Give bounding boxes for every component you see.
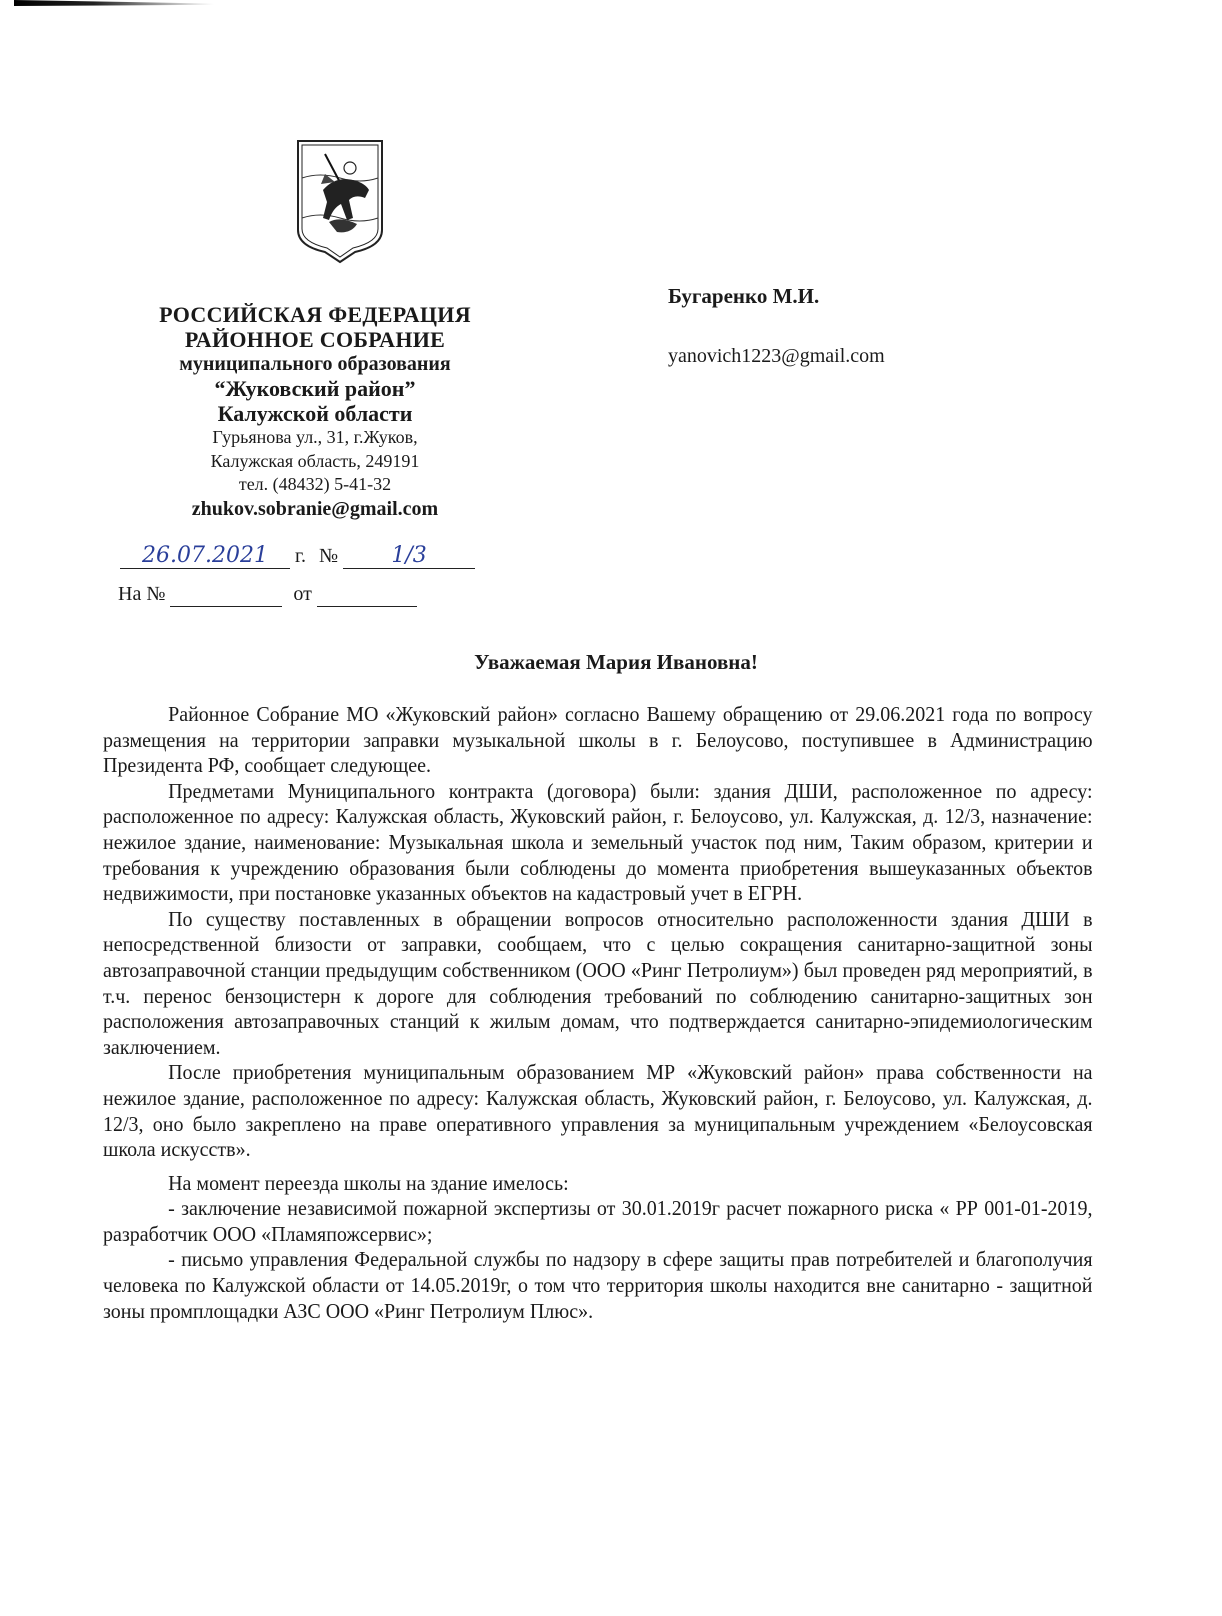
paragraph: Районное Собрание МО «Жуковский район» согласно Вашему обращению от 29.06.2021 года по вопросу размещения на территории заправки музыкальной школы в г. Белоусово, поступившее в Администрацию Президента РФ, сообщает следующее.: [103, 702, 1093, 778]
district-name: “Жуковский район”: [214, 375, 416, 401]
registration-line: [120, 543, 475, 569]
recipient-email: yanovich1223@gmail.com: [668, 345, 885, 367]
paragraph: По существу поставленных в обращении вопросов относительно расположенности здания ДШИ в непосредственной близости от заправки, сообщаем, что с целью сокращения санитарно-защитной зоны автозаправочной станции предыдущим собственником (ООО «Ринг Петролиум») был проведен ряд мероприятий, в т.ч. перенос бензоцистерн к дороге для соблюдения требований по соблюдению санитарно-защитных зон расположения автозаправочных станций к жилым домам, что подтверждается санитарно-эпидемиологическим заключением.: [103, 906, 1093, 1059]
list-item: - письмо управления Федеральной службы по надзору в сфере защиты прав потребителей и благополучия человека по Калужской области от 14.05.2019г, о том что территория школы находится вне санитарно - защитной зоны промплощадки АЗС ООО «Ринг Петролиум Плюс».: [103, 1247, 1093, 1323]
registration-date-field: [120, 543, 290, 569]
recipient-name: Бугаренко М.И.: [668, 284, 820, 308]
region-name: Калужской области: [217, 400, 413, 426]
organization-subtitle: муниципального образования: [179, 352, 451, 375]
reference-date-field: [317, 583, 417, 607]
coat-of-arms-icon: [295, 138, 385, 266]
scan-edge-artifact: [14, 0, 214, 6]
reference-line: [118, 583, 417, 607]
sender-email: zhukov.sobranie@gmail.com: [191, 498, 439, 521]
country-name: РОССИЙСКАЯ ФЕДЕРАЦИЯ: [159, 302, 471, 327]
recipient-block: [668, 284, 885, 368]
number-label: №: [318, 545, 339, 567]
paragraph: После приобретения муниципальным образованием МР «Жуковский район» права собственности на нежилое здание, расположенное по адресу: Калужская область, Жуковский район, г. Белоусово, ул. Калужская, д. 12/3, оно было закреплено на праве оперативного управления за муниципальным учреждением «Белоусовская школа искусств».: [103, 1060, 1093, 1162]
letter-body: [103, 702, 1093, 1324]
greeting: Уважаемая Мария Ивановна!: [474, 650, 758, 674]
registration-date: 26.07.2021: [142, 543, 268, 568]
reference-date-label: от: [293, 583, 312, 605]
year-suffix: г.: [295, 545, 306, 567]
address-line-2: Калужская область, 249191: [210, 450, 420, 471]
organization-name: РАЙОННОЕ СОБРАНИЕ: [184, 327, 446, 353]
reference-number-label: На №: [118, 583, 166, 605]
registration-number-field: [343, 543, 475, 569]
phone: тел. (48432) 5-41-32: [238, 473, 392, 494]
reference-number-field: [170, 583, 282, 607]
paragraph: На момент переезда школы на здание имелось:: [168, 1170, 569, 1195]
list-item: - заключение независимой пожарной экспертизы от 30.01.2019г расчет пожарного риска « РР 001-01-2019, разработчик ООО «Пламяпожсервис»;: [103, 1196, 1093, 1246]
paragraph: Предметами Муниципального контракта (договора) были: здания ДШИ, расположенное по адресу: расположенное по адресу: Калужская область, Жуковский район, г. Белоусово, ул. Калужская, д. 12/3, назначение: нежилое здание, наименование: Музыкальная школа и земельный участок под ним, Таким образом, критерии и требования к учреждению образования были соблюдены до момента приобретения вышеуказанных объектов недвижимости, при постановке указанных объектов на кадастровый учет в ЕГРН.: [103, 778, 1093, 906]
sender-letterhead: [110, 302, 520, 521]
address-line-1: Гурьянова ул., 31, г.Жуков,: [212, 427, 418, 448]
registration-number: 1/3: [391, 543, 427, 568]
